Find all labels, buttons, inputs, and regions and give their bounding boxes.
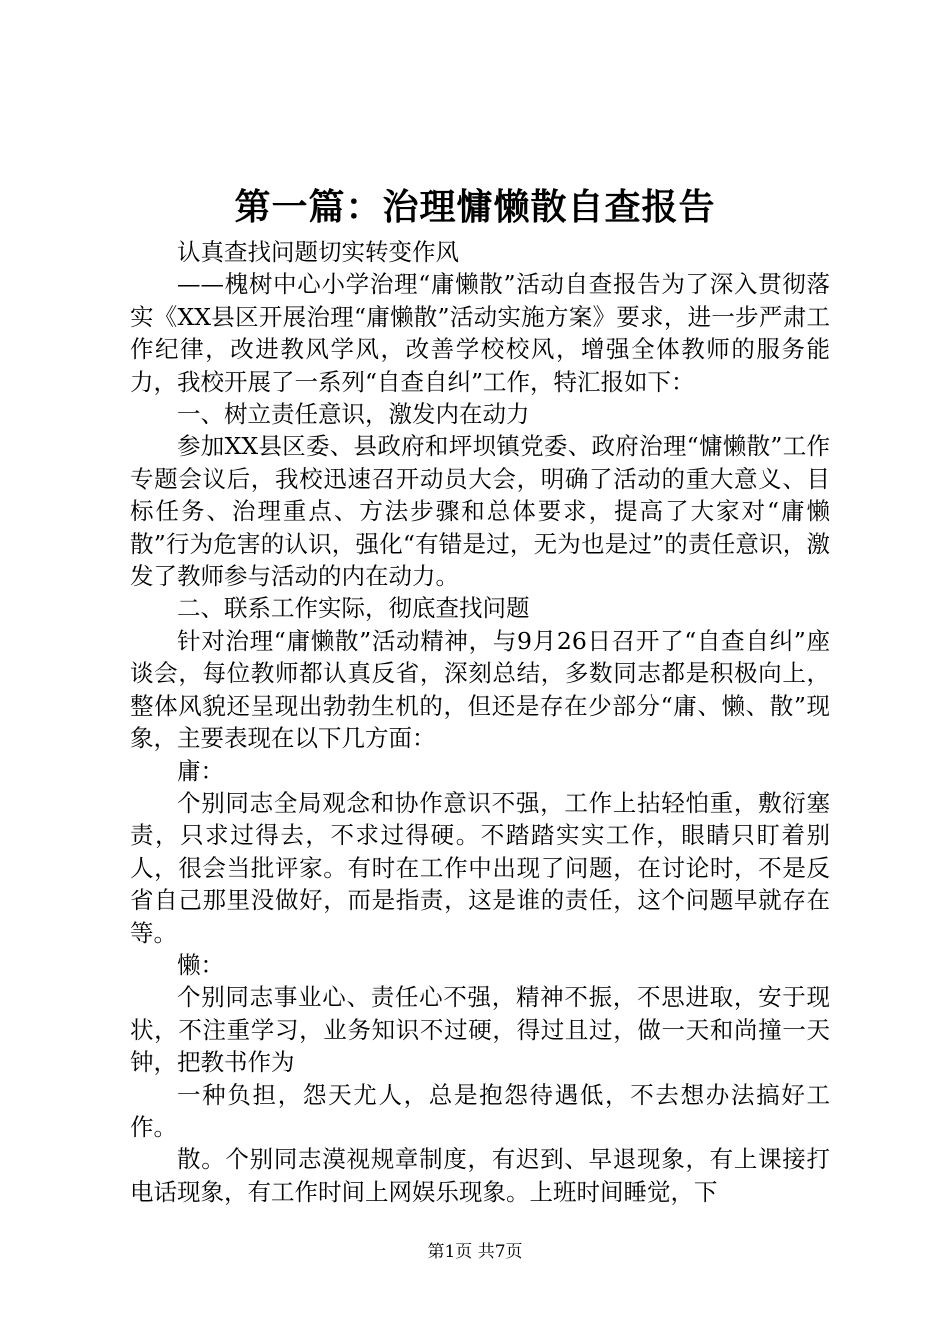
label-yong: 庸： xyxy=(177,756,224,785)
document-title: 第一篇：治理慵懒散自查报告 xyxy=(234,187,716,228)
label-lan: 懒： xyxy=(177,950,224,979)
section-heading-1: 一、树立责任意识，激发内在动力 xyxy=(177,400,530,429)
section-heading-2: 二、联系工作实际，彻底查找问题 xyxy=(177,594,530,623)
paragraph-san: 散。个别同志漠视规章制度，有迟到、早退现象，有上课接打电话现象，有工作时间上网娱乐现象。上班时间睡觉，下 xyxy=(130,1145,830,1206)
document-body xyxy=(130,236,830,1208)
paragraph-subtitle: 认真查找问题切实转变作风 xyxy=(177,238,459,266)
paragraph-lan: 个别同志事业心、责任心不强，精神不振，不思进取，安于现状，不注重学习，业务知识不过硬，得过且过，做一天和尚撞一天钟，把教书作为 xyxy=(130,983,830,1077)
paragraph-intro: ——槐树中心小学治理“庸懒散”活动自查报告为了深入贯彻落实《XX县区开展治理“庸懒散”活动实施方案》要求，进一步严肃工作纪律，改进教风学风，改善学校校风，增强全体教师的服务能力，我校开展了一系列“自查自纠”工作，特汇报如下： xyxy=(130,270,830,396)
paragraph-yong: 个别同志全局观念和协作意识不强，工作上拈轻怕重，敷衍塞责，只求过得去，不求过得硬。不踏踏实实工作，眼睛只盯着别人，很会当批评家。有时在工作中出现了问题，在讨论时，不是反省自己那里没做好，而是指责，这是谁的责任，这个问题早就存在等。 xyxy=(130,788,830,947)
paragraph-section-2: 针对治理“庸懒散”活动精神，与9月26日召开了“自查自纠”座谈会，每位教师都认真反省，深刻总结，多数同志都是积极向上，整体风貌还呈现出勃勃生机的，但还是存在少部分“庸、懒、散”现象，主要表现在以下几方面： xyxy=(130,626,830,753)
paragraph-section-1: 参加XX县区委、县政府和坪坝镇党委、政府治理“慵懒散”工作专题会议后，我校迅速召开动员大会，明确了活动的重大意义、目标任务、治理重点、方法步骤和总体要求，提高了大家对“庸懒散”行为危害的认识，强化“有错是过，无为也是过”的责任意识，激发了教师参与活动的内在动力。 xyxy=(130,432,830,591)
paragraph-lan-continued: 一种负担，怨天尤人，总是抱怨待遇低，不去想办法搞好工作。 xyxy=(130,1080,830,1141)
page-footer: 第1页 共7页 xyxy=(427,1242,523,1262)
